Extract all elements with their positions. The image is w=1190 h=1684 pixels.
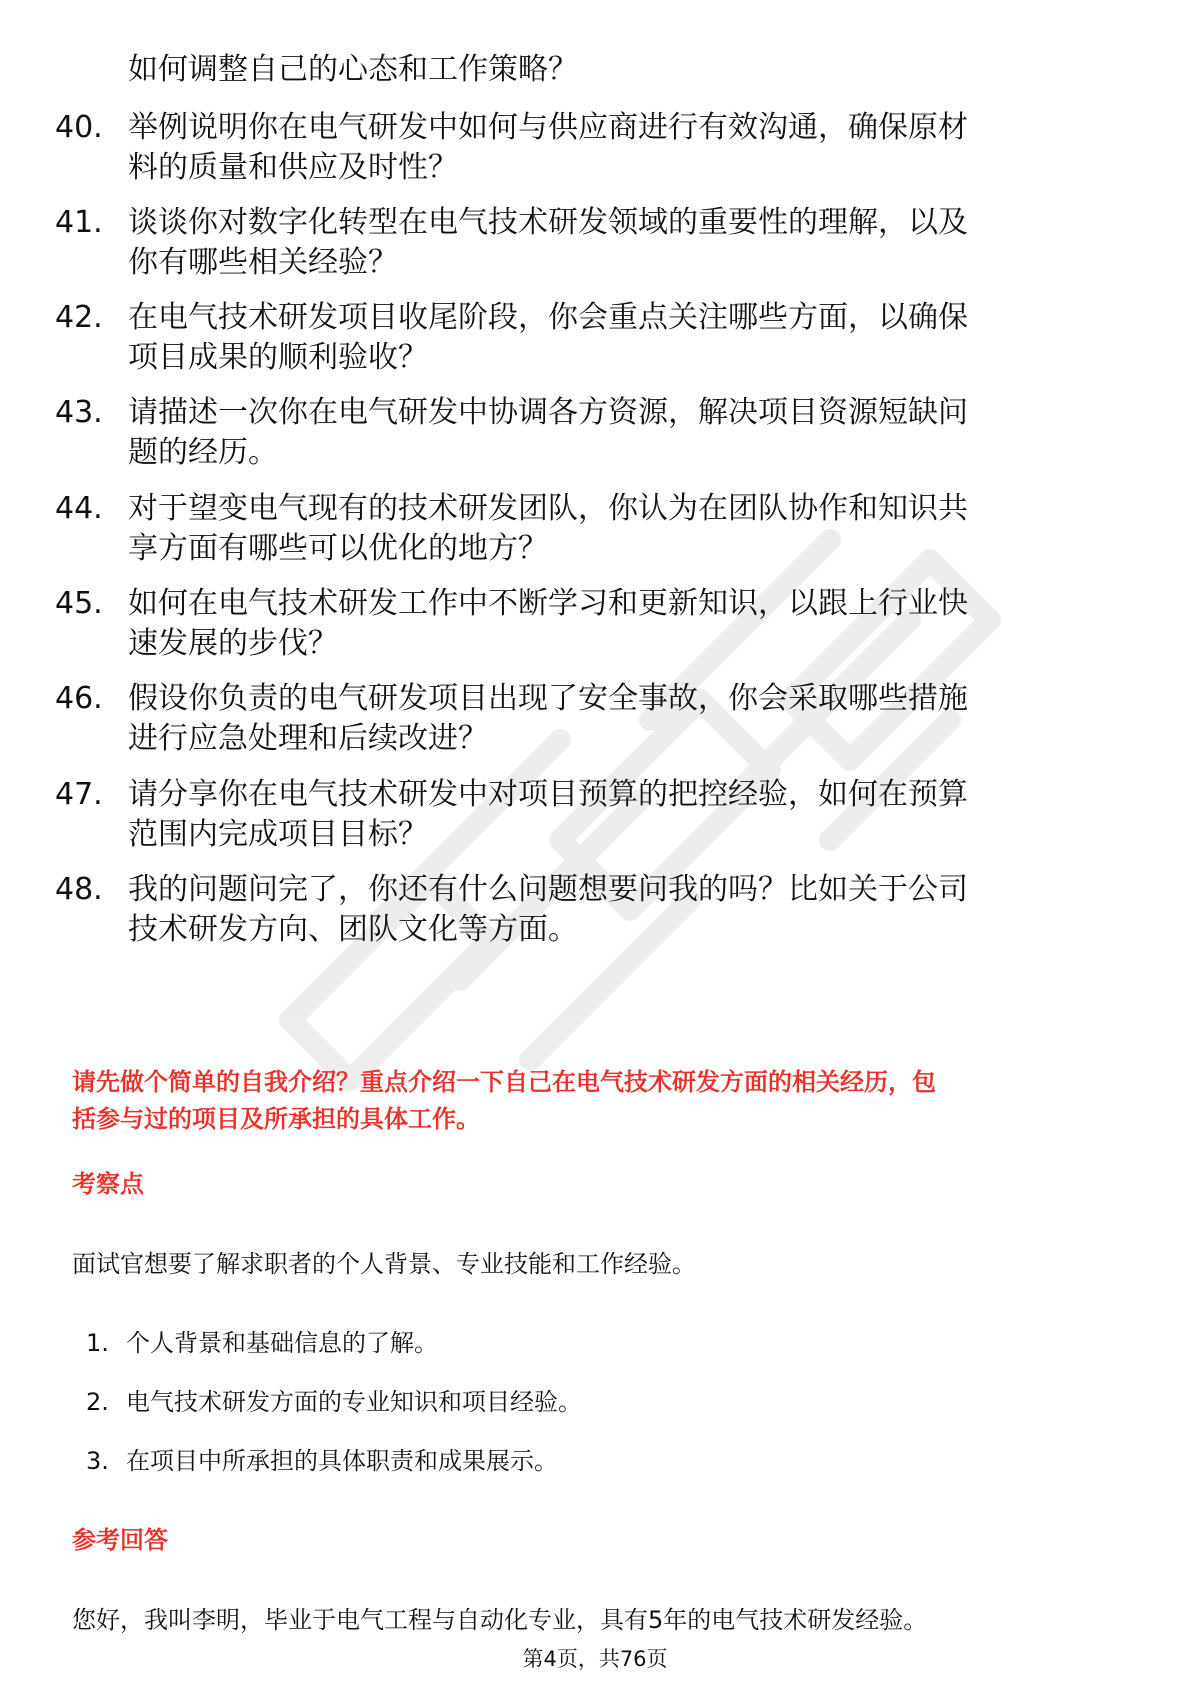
question-text xyxy=(128,298,1128,378)
question-text xyxy=(128,870,1128,950)
question-line: 题的经历。 xyxy=(128,435,278,470)
list-number: 1. xyxy=(86,1329,109,1357)
question-line: 技术研发方向、团队文化等方面。 xyxy=(128,912,578,947)
question-number: 42. xyxy=(55,300,103,335)
question-number: 47. xyxy=(55,777,103,812)
question-line: 对于望变电气现有的技术研发团队，你认为在团队协作和知识共 xyxy=(128,491,968,526)
question-line: 我的问题问完了，你还有什么问题想要问我的吗？比如关于公司 xyxy=(128,872,968,907)
focus-intro: 面试官想要了解求职者的个人背景、专业技能和工作经验。 xyxy=(72,1250,696,1278)
question-number: 44. xyxy=(55,491,103,526)
answer-text: 您好，我叫李明，毕业于电气工程与自动化专业，具有5年的电气技术研发经验。 xyxy=(72,1606,928,1634)
question-line: 请分享你在电气技术研发中对项目预算的把控经验，如何在预算 xyxy=(128,777,968,812)
question-line: 享方面有哪些可以优化的地方？ xyxy=(128,531,548,566)
question-text xyxy=(128,393,1128,473)
question-number: 48. xyxy=(55,872,103,907)
list-text: 个人背景和基础信息的了解。 xyxy=(126,1329,438,1357)
list-number: 3. xyxy=(86,1447,109,1475)
list-number: 2. xyxy=(86,1388,109,1416)
question-line: 项目成果的顺利验收？ xyxy=(128,340,428,375)
highlight-line: 括参与过的项目及所承担的具体工作。 xyxy=(72,1105,480,1133)
list-text: 在项目中所承担的具体职责和成果展示。 xyxy=(126,1447,558,1475)
question-line: 速发展的步伐？ xyxy=(128,626,338,661)
list-text: 电气技术研发方面的专业知识和项目经验。 xyxy=(126,1388,582,1416)
page-footer: 第4页，共76页 xyxy=(522,1647,668,1671)
question-text xyxy=(128,584,1128,664)
question-line: 如何在电气技术研发工作中不断学习和更新知识，以跟上行业快 xyxy=(128,586,968,621)
question-line: 假设你负责的电气研发项目出现了安全事故，你会采取哪些措施 xyxy=(128,681,968,716)
section-title-focus: 考察点 xyxy=(72,1170,144,1198)
question-continuation: 如何调整自己的心态和工作策略？ xyxy=(128,52,578,87)
question-text xyxy=(128,679,1128,759)
question-line: 你有哪些相关经验？ xyxy=(128,245,398,280)
question-text xyxy=(128,203,1128,283)
question-line: 请描述一次你在电气研发中协调各方资源，解决项目资源短缺问 xyxy=(128,395,968,430)
highlight-question xyxy=(72,1064,1122,1138)
question-line: 举例说明你在电气研发中如何与供应商进行有效沟通，确保原材 xyxy=(128,110,968,145)
question-number: 41. xyxy=(55,205,103,240)
question-number: 46. xyxy=(55,681,103,716)
question-number: 40. xyxy=(55,110,103,145)
question-text xyxy=(128,775,1128,855)
question-line: 料的质量和供应及时性？ xyxy=(128,150,458,185)
question-text xyxy=(128,489,1128,569)
question-text xyxy=(128,108,1128,188)
highlight-line: 请先做个简单的自我介绍？重点介绍一下自己在电气技术研发方面的相关经历，包 xyxy=(72,1068,936,1096)
section-title-answer: 参考回答 xyxy=(72,1526,168,1554)
question-line: 在电气技术研发项目收尾阶段，你会重点关注哪些方面，以确保 xyxy=(128,300,968,335)
question-number: 43. xyxy=(55,395,103,430)
question-number: 45. xyxy=(55,586,103,621)
question-line: 范围内完成项目目标？ xyxy=(128,817,428,852)
question-line: 进行应急处理和后续改进？ xyxy=(128,721,488,756)
question-line: 谈谈你对数字化转型在电气技术研发领域的重要性的理解，以及 xyxy=(128,205,968,240)
